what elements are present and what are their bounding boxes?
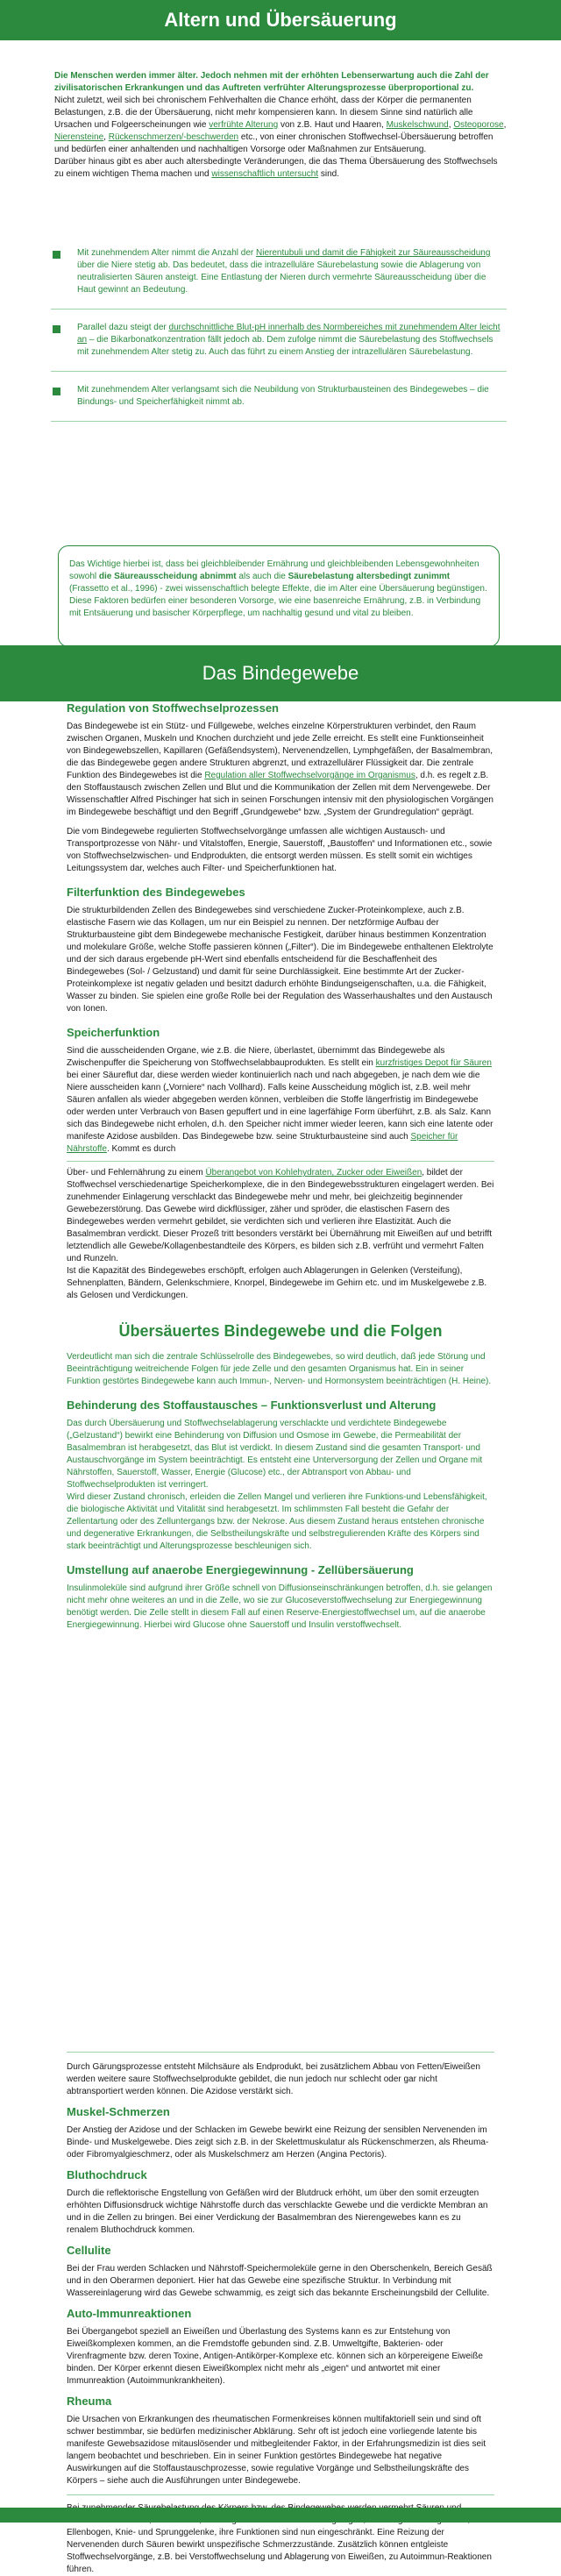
link-regulation-stoffwechsel[interactable]: Regulation aller Stoffwechselvorgänge im Organismus [204, 771, 415, 780]
list-item: Mit zunehmendem Alter nimmt die Anzahl der Nierentubuli und damit die Fähigkeit zur Säureausscheidung über die Niere stetig ab. Das bedeutet, dass die intrazelluläre Säurebelastung sowie die Ablagerung von neutralisierten Säuren ansteigt. Eine Entlastung der Nieren durch vermehrte Säureausscheidung über die Haut gewinnt an Bedeutung. [51, 247, 507, 296]
divider [67, 2494, 494, 2495]
paragraph-gaerung: Durch Gärungsprozesse entsteht Milchsäure als Endprodukt, bei zusätzlichem Abbau von Fetten/Eiweißen werden weitere saure Stoffwechselprodukte gebildet, die nun jedoch nur schlecht oder gar nicht abtransportiert werden können. Die Azidose verstärkt sich. [67, 2062, 480, 2096]
paragraph-regulation-1: Das Bindegewebe ist ein Stütz- und Füllgewebe, welches einzelne Körperstrukturen verbindet, den Raum zwischen Organen, Muskeln und Knochen durchzieht und jede Zelle erreicht. Es stellt eine Funktionseinheit von Bindegewebszellen, Kapillaren (Gefäßendsystem), Nervenendzellen, Lymphgefäßen, der Basalmembran, die das Bindegewebe gegen andere Strukturen abgrenzt, und extrazellulärer Flüssigkeit dar. Die zentrale Funktion des Bindegewebes ist die Regulation aller Stoffwechselvorgänge im Organismus, d.h. es regelt z.B. den Stoffaustausch zwischen Zellen und Blut und die Kommunikation der Zellen mit dem Nervengewebe. Der Wissenschaftler Alfred Pischinger hat sich in seinen Forschungen intensiv mit den physiologischen Vorgängen im Bindegewebe beschäftigt und den Begriff „Grundgewebe“ bzw. „System der Grundregulation“ geprägt. [67, 722, 494, 817]
intro-paragraph-2: Darüber hinaus gibt es aber auch altersbedingte Veränderungen, die das Thema Übersäuerung des Stoffwechsels zu einem wichtigen Thema machen und wissenschaftlich untersucht sind. [54, 157, 498, 179]
intro-section [0, 40, 561, 181]
heading-bluthochdruck: Bluthochdruck [67, 2168, 147, 2181]
list-item: Parallel dazu steigt der durchschnittliche Blut-pH innerhalb des Normbereiches mit zunehmendem Alter leicht an – die Bikarbonatkonzentration fällt jedoch ab. Dem zufolge nimmt die Säurebelastung des Stoffwechsels mit zunehmendem Alter stetig zu. Auch das führt zu einem Anstieg der intrazellulären Säurebelastung. [51, 322, 507, 359]
paragraph-end: Ellenbogen, Knie- und Sprunggelenke, ihre Funktionen sind nun eingeschränkt. Eine Reizung der Nervenenden durch Säuren bewirkt unspezifische Schmerzzustände. Zusätzlich können entgleiste Stoffwechselvorgänge, z.B. bei Verstoffwechselung und Ablagerung von Eiweißen, zu Autoimmun-Reaktionen führen. [67, 2528, 492, 2574]
paragraph-behinderung-1: Das durch Übersäuerung und Stoffwechselablagerung verschlackte und verdichtete Bindegewebe („Gelzustand“) bewirkt eine Behinderung von Diffusion und Osmose im Gewebe, die Permeabilität der Basalmembran ist herabgesetzt, das Blut ist verdickt. In diesem Zustand sind die gesamten Transport- und Austauschvorgänge im System beeinträchtigt. Es entsteht eine Unterversorgung der Zellen und Organe mit Nährstoffen, Sauerstoff, Wasser, Energie (Glucose) etc., der Abtransport von Abbau- und Stoffwechselprodukten ist verringert. [67, 1419, 483, 1490]
paragraph-cellulite: Bei der Frau werden Schlacken und Nährstoff-Speichermoleküle gerne in den Oberschenkeln, Bereich Gesäß und in den Oberarmen deponiert. Hier hat das Gewebe eine spezifische Struktur. In Verbindung mit Wassereinlagerung wird das Gewebe schwammig, es zeigt sich das bekannte Erscheinungsbild der Cellulite. [67, 2264, 493, 2298]
link-ueberangebot[interactable]: Überangebot von Kohlehydraten, Zucker oder Eiweißen [205, 1168, 423, 1178]
heading-muskel-schmerzen: Muskel-Schmerzen [67, 2105, 170, 2118]
link-wissenschaftlich-untersucht[interactable]: wissenschaftlich untersucht [211, 169, 319, 179]
link-blut-ph[interactable]: durchschnittliche Blut-pH innerhalb des Normbereiches mit zunehmendem Alter leicht an [77, 323, 501, 345]
paragraph-auto-immunreaktionen: Bei Übergangebot speziell an Eiweißen und Überlastung des Systems kann es zur Entstehung von Eiweißkomplexen kommen, an die Fremdstoffe gebunden sind. Z.B. Umweltgifte, Bakterien- oder Virenfragmente bzw. deren Toxine, Antigen-Antikörper-Komplexe etc. können sich an körpereigene Eiweiße binden. Der Körper erkennt diesen Eiweißkomplex nicht mehr als „eigen“ und antwortet mit einer Immunreaktion (Autoimmunkrankheiten). [67, 2327, 483, 2386]
section-title: Das Bindegewebe [202, 662, 359, 684]
intro-lead: Die Menschen werden immer älter. Jedoch nehmen mit der erhöhten Lebenserwartung auch die Zahl der zivilisatorischen Erkrankungen und das Auftreten verfrühter Alterungsprozesse überproportional zu. [54, 71, 489, 93]
heading-auto-immunreaktionen: Auto-Immunreaktionen [67, 2307, 192, 2320]
page-title: Altern und Übersäuerung [164, 9, 397, 31]
heading-anaerob: Umstellung auf anaerobe Energiegewinnung - Zellübersäuerung [67, 1563, 414, 1576]
paragraph-muskel-schmerzen: Der Anstieg der Azidose und der Schlacken im Gewebe bewirkt eine Reizung der sensiblen Nervenenden im Binde- und Muskelgewebe. Dies zeigt sich z.B. in der Skelettmuskulatur als Rückenschmerzen, als Rheuma- oder Fibromyalgieschmerz, oder als Muskelschmerz am Herzen (Angina Pectoris). [67, 2125, 489, 2160]
intro-paragraph-1: Nicht zuletzt, weil sich bei chronischem Fehlverhalten die Chance erhöht, dass der Körper die permanenten Belastungen, z.B. die der Übersäuerung, nicht mehr kompensieren kann. In diesem Sinne sind natürlich alle Ursachen und Folgeerscheinungen wie verfrühte Alterung von z.B. Haut und Haaren, Muskelschwund, Osteoporose, Nierensteine, Rückenschmerzen/-beschwerden etc., von einer chronischen Stoffwechsel-Übersäuerung betroffen und bedürfen einer anhaltenden und nachhaltigen Vorsorge oder Maßnahmen zur Entsäuerung. [54, 96, 507, 154]
square-bullet-icon [53, 388, 60, 395]
callout-box: Das Wichtige hierbei ist, dass bei gleichbleibender Ernährung und gleichbleibenden Lebensgewohnheiten sowohl die Säureausscheidung abnimmt als auch die Säurebelastung altersbedingt zunimmt (Frassetto et al., 1996) - zwei wissenschaftlich belegte Effekte, die im Alter eine Übersäuerung begünstigen. Diese Faktoren bedürfen einer besonderen Vorsorge, wie eine basenreiche Ernährung, z.B. in Verbindung mit Entsäuerung und basischer Körperpflege, um nachhaltig gesund und vital zu bleiben. [58, 545, 500, 647]
divider [51, 421, 507, 422]
link-nierentubuli[interactable]: Nierentubuli und damit die Fähigkeit zur Säureausscheidung [256, 248, 491, 258]
folgen-section [0, 2052, 561, 2576]
square-bullet-icon [53, 251, 60, 259]
heading-regulation: Regulation von Stoffwechselprozessen [67, 701, 279, 715]
footer-band [0, 2508, 561, 2523]
paragraph-speicher-2: Über- und Fehlernährung zu einem Überangebot von Kohlehydraten, Zucker oder Eiweißen, bildet der Stoffwechsel verschiedenartige Speicherkomplexe, die in den Bindegewebsstrukturen eingelagert werden. Bei zunehmender Einlagerung verschlackt das Bindegewebe mehr und mehr, bei gleichzeitig beginnender Gewebezerstörung. Das Gewebe wird dickflüssiger, zäher und spröder, die elastischen Fasern des Bindegewebes werden vermehrt gebildet, sie verdichten sich und verlieren ihre Elastizität. Auch die Basalmembran verdickt. Dieser Prozeß tritt besonders verstärkt bei Übernährung mit Eiweißen auf und betrifft letztendlich alle Gewebe/Kollagenbestandteile des Körpers, es bilden sich z.B. verfrüht und vermehrt Falten und Runzeln. [67, 1168, 494, 1263]
paragraph-speicher-1: Sind die ausscheidenden Organe, wie z.B. die Niere, überlastet, übernimmt das Bindegewebe als Zwischenpuffer die Speicherung von Stoffwechselabbauprodukten. Es stellt ein kurzfristiges Depot für Säuren bei einer Säureflut dar, diese werden wieder kontinuierlich nach und nach abgegeben, je nach dem wie die Niere ausscheiden kann („Vorniere“ nach Vollhard). Falls keine Ausscheidung möglich ist, z.B. weil mehr Säuren anfallen als wieder abgegeben werden können, verbleiben die Stoffe längerfristig im Bindegewebe oder werden unter Verbrauch von Basen gepuffert und in eine lagerfähige Form überführt, z.B. als Salz. Kann sich das Bindegewebe nicht erholen, d.h. den Speicher nicht immer wieder leeren, kann sich eine latente oder manifeste Azidose ausbilden. Das Bindegewebe bzw. seine Strukturbausteine sind auch Speicher für Nährstoffe. Kommt es durch [67, 1046, 494, 1154]
heading-speicherfunktion: Speicherfunktion [67, 1026, 160, 1039]
heading-behinderung: Behinderung des Stoffaustausches – Funktionsverlust und Alterung [67, 1398, 437, 1412]
paragraph-speicher-3: Ist die Kapazität des Bindegewebes erschöpft, erfolgen auch Ablagerungen in Gelenken (Versteifung), Sehnenplatten, Bändern, Gelenkschmiere, Knorpel, Bindegewebe im Gehirn etc. und im Muskelgewebe z.B. als Gelosen und Verdickungen. [67, 1266, 487, 1300]
paragraph-behinderung-2: Wird dieser Zustand chronisch, erleiden die Zellen Mangel und verlieren ihre Funktions-und Lebensfähigkeit, die biologische Aktivität und Vitalität sind herabgesetzt. Im schlimmsten Fall besteht die Gefahr der Zellentartung oder des Zelluntergangs bzw. der Nekrose. Aus diesem Zustand heraus entstehen chronische und degenerative Erkrankungen, die Selbstheilungskräfte und selbstregulierenden Kräfte des Körpers sind stark beeinträchtigt und Alterungsprozesse beschleunigen sich. [67, 1492, 487, 1551]
divider [51, 309, 507, 310]
link-muskelschwund[interactable]: Muskelschwund [386, 120, 449, 130]
paragraph-regulation-2: Die vom Bindegewebe regulierten Stoffwechselvorgänge umfassen alle wichtigen Austausch- und Transportprozesse von Nähr- und Vitalstoffen, Energie, Sauerstoff, „Baustoffen“ und Informationen etc., sowie von Stoffwechselzwischen- und Endprodukten, die entsorgt werden müssen. Es stellt somit ein wichtiges Leitungssystem dar, welches auch Filter- und Speicherfunktionen hat. [67, 827, 493, 873]
paragraph-anaerob: Insulinmoleküle sind aufgrund ihrer Größe schnell von Diffusionseinschränkungen betroffen, d.h. sie gelangen nicht mehr ohne weiteres an und in die Zelle, wo sie zur Glucoseverstoffwechselung zur Energiegewinnung benötigt werden. Die Zelle stellt in diesem Fall auf einen Reserve-Energiestoffwechsel um, auf die anaerobe Energiegewinnung. Hierbei wird Glucose ohne Sauerstoff und Insulin verstoffwechselt. [67, 1583, 493, 1630]
callout-highlight-2: Säurebelastung altersbedingt zunimmt [288, 572, 451, 581]
link-nierensteine[interactable]: Nierensteine [54, 132, 104, 142]
divider [51, 371, 507, 372]
paragraph-rheuma: Die Ursachen von Erkrankungen des rheumatischen Formenkreises können multifaktoriell sein und sind oft schwer bestimmbar, sie bedürfen medizinischer Abklärung. Sehr oft ist jedoch eine vorliegende latente bis manifeste Gewebsazidose mitauslösender und mitbegleitender Faktor, in der Erfahrungsmedizin ist dies seit langem beobachtet und beschrieben. Ein in seiner Funktion gestörtes Bindegewebe hat negative Auswirkungen auf die Stoffaustauschprozesse, sowie regulative Vorgänge und Selbstheilungskräfte des Körpers – siehe auch die Ausführungen unter Bindegewebe. [67, 2415, 486, 2486]
link-verfruehte-alterung[interactable]: verfrühte Alterung [209, 120, 279, 130]
list-item: Mit zunehmendem Alter verlangsamt sich die Neubildung von Strukturbausteinen des Bindegewebes – die Bindungs- und Speicherfähigkeit nimmt ab. [51, 384, 507, 409]
section-banner-bindegewebe [0, 645, 561, 701]
square-bullet-icon [53, 325, 60, 333]
link-rueckenschmerzen[interactable]: Rückenschmerzen/-beschwerden [108, 132, 239, 142]
divider [67, 1161, 494, 1162]
heading-folgen: Übersäuertes Bindegewebe und die Folgen [118, 1322, 443, 1340]
heading-cellulite: Cellulite [67, 2244, 111, 2257]
paragraph-bluthochdruck: Durch die reflektorische Engstellung von Gefäßen wird der Blutdruck erhöht, um über den somit erzeugten erhöhten Diffusionsdruck wichtige Nährstoffe durch das verschlackte Gewebe und die verdickte Membran an und in die Zellen zu bringen. Bei einer Verdickung der Basalmembran des Nierengewebes kann es zu renalem Bluthochdruck kommen. [67, 2188, 488, 2235]
divider [67, 2052, 494, 2053]
link-speicher-naehrstoffe[interactable]: Speicher für Nährstoffe [67, 1132, 458, 1154]
bullet-list [51, 247, 507, 434]
callout-highlight-1: die Säureausscheidung abnimmt [98, 572, 237, 581]
paragraph-filterfunktion: Die strukturbildenden Zellen des Bindegewebes sind verschiedene Zucker-Proteinkomplexe, auch z.B. elastische Fasern wie das Kollagen, um nur ein Beispiel zu nennen. Der netzförmige Aufbau der Strukturbausteine gibt dem Bindegewebe mechanische Festigkeit, darüber hinaus bestimmen Konzentration und molekulare Größe, welche Stoffe passieren können („Filter“). Die im Bindegewebe enthaltenen Elektrolyte und der sich daraus ergebende pH-Wert sind ebenfalls entscheidend für die Beschaffenheit des Bindegewebes (Sol- / Gelzustand) und damit für seine Durchlässigkeit. Eine bestimmte Art der Zucker-Proteinkomplexe ist negativ geladen und besitzt dadurch erhöhte Bindungseigenschaften, u.a. die Fähigkeit, Wasser zu binden. Sie spielen eine große Rolle bei der Regulation des Wasserhaushaltes und den Austausch von Ionen. [67, 906, 494, 1014]
link-osteoporose[interactable]: Osteoporose [453, 120, 504, 130]
page-header-banner [0, 0, 561, 40]
heading-filterfunktion: Filterfunktion des Bindegewebes [67, 886, 245, 899]
link-depot-saeuren[interactable]: kurzfristiges Depot für Säuren [375, 1058, 492, 1068]
bindegewebe-section [0, 701, 561, 1632]
heading-rheuma: Rheuma [67, 2395, 112, 2408]
paragraph-folgen: Verdeutlicht man sich die zentrale Schlüsselrolle des Bindegewebes, so wird deutlich, daß jede Störung und Beeinträchtigung weitreichende Folgen für jede Zelle und den gesamten Organismus hat. Ein in seiner Funktion gestörtes Bindegewebe kann auch Immun-, Nerven- und Hormonsystem beeinträchtigen (H. Heine). [67, 1352, 492, 1386]
